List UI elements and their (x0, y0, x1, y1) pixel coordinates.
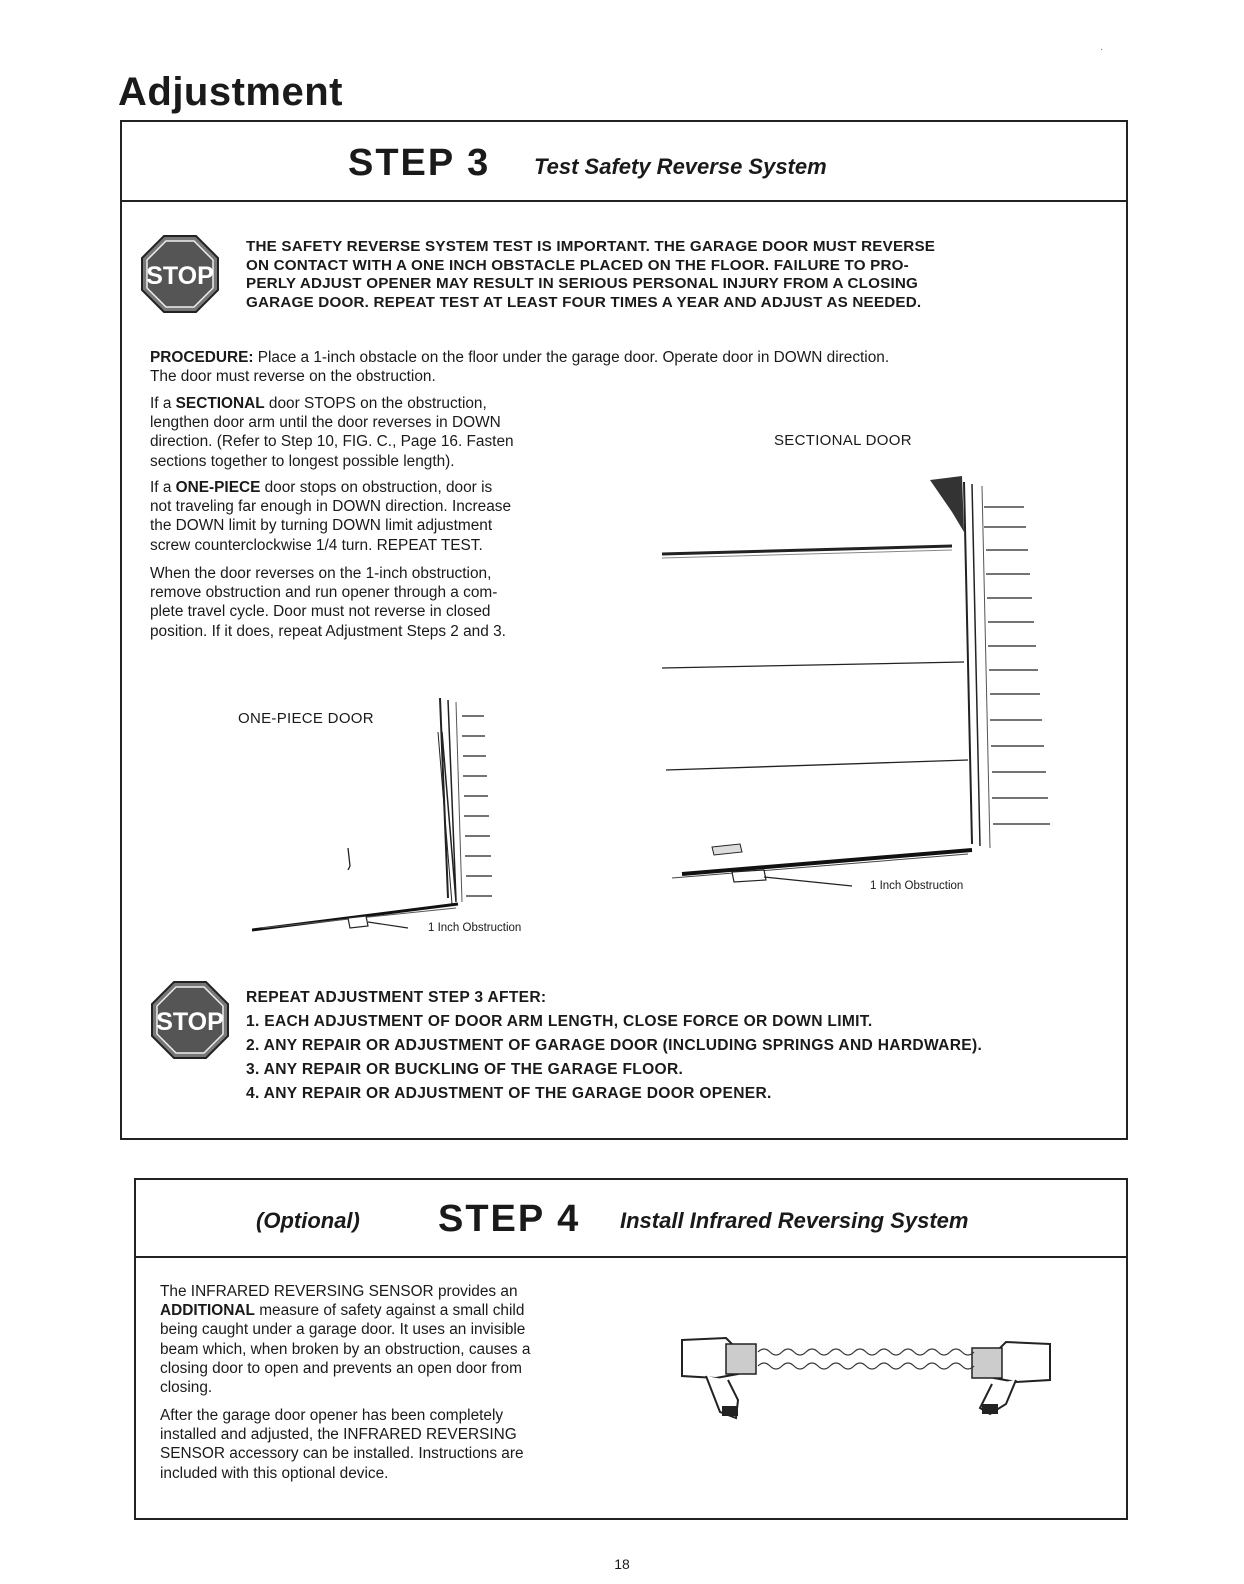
procedure-text (150, 348, 1120, 386)
scan-mark: · (1100, 44, 1104, 55)
install-line: SENSOR accessory can be installed. Instructions are (160, 1445, 524, 1463)
reverses-line: position. If it does, repeat Adjustment Steps 2 and 3. (150, 622, 506, 640)
procedure-line: Place a 1-inch obstacle on the floor under the garage door. Operate door in DOWN direction. (257, 349, 890, 366)
step4-header (136, 1180, 1126, 1258)
infrared-line: being caught under a garage door. It uses an invisible (160, 1321, 526, 1339)
onepiece-line: not traveling far enough in DOWN direction. Increase (150, 498, 512, 516)
sectional-line: lengthen door arm until the door reverses in DOWN (150, 414, 501, 432)
page-number: 18 (614, 1556, 630, 1572)
procedure-label: PROCEDURE: (150, 349, 254, 366)
onepiece-line: door stops on obstruction, door is (264, 479, 493, 496)
infrared-line: The INFRARED REVERSING SENSOR provides an (160, 1283, 518, 1300)
infrared-line: closing. (160, 1379, 213, 1397)
onepiece-instructions (150, 478, 610, 555)
infrared-sensor-illustration (676, 1330, 1056, 1430)
reverses-line: plete travel cycle. Door must not reverse in closed (150, 603, 491, 621)
repeat-adjustment-list (246, 986, 982, 1106)
warning-line: PERLY ADJUST OPENER MAY RESULT IN SERIOUS PERSONAL INJURY FROM A CLOSING (246, 275, 919, 292)
sectional-line: direction. (Refer to Step 10, FIG. C., Page 16. Fasten (150, 433, 514, 451)
onepiece-door-illustration (252, 692, 512, 932)
repeat-item: 1. EACH ADJUSTMENT OF DOOR ARM LENGTH, CLOSE FORCE OR DOWN LIMIT. (246, 1013, 873, 1030)
safety-warning (246, 238, 935, 312)
sectional-door-label: SECTIONAL DOOR (774, 432, 912, 449)
install-line: installed and adjusted, the INFRARED REVERSING (160, 1426, 517, 1444)
step3-section (120, 120, 1128, 1140)
sectional-keyword: SECTIONAL (175, 395, 265, 412)
step3-header (122, 122, 1126, 202)
warning-line: THE SAFETY REVERSE SYSTEM TEST IS IMPORTANT. THE GARAGE DOOR MUST REVERSE (246, 238, 936, 255)
onepiece-obstruction-label: 1 Inch Obstruction (428, 922, 522, 934)
repeat-item: 3. ANY REPAIR OR BUCKLING OF THE GARAGE FLOOR. (246, 1061, 684, 1078)
onepiece-line: the DOWN limit by turning DOWN limit adjustment (150, 517, 493, 535)
reverses-line: When the door reverses on the 1-inch obstruction, (150, 565, 492, 582)
step3-title: Test Safety Reverse System (534, 154, 827, 179)
step4-label: STEP 4 (438, 1198, 581, 1240)
procedure-line: The door must reverse on the obstruction. (150, 368, 436, 386)
stop-sign-text: STOP (156, 1008, 224, 1036)
infrared-keyword: ADDITIONAL (160, 1302, 255, 1320)
warning-line: ON CONTACT WITH A ONE INCH OBSTACLE PLACED ON THE FLOOR. FAILURE TO PRO- (246, 256, 909, 274)
infrared-line: beam which, when broken by an obstruction, causes a (160, 1340, 531, 1358)
infrared-install-note (160, 1406, 630, 1483)
stop-sign-icon (150, 980, 230, 1060)
onepiece-prefix: If a (150, 479, 172, 496)
install-line: After the garage door opener has been completely (160, 1407, 504, 1424)
sectional-obstruction-label: 1 Inch Obstruction (870, 880, 964, 892)
stop-sign-text: STOP (146, 262, 214, 290)
reverses-line: remove obstruction and run opener through a com- (150, 584, 498, 602)
onepiece-door-label: ONE-PIECE DOOR (238, 710, 374, 727)
sectional-prefix: If a (150, 395, 172, 412)
repeat-item: 4. ANY REPAIR OR ADJUSTMENT OF THE GARAGE DOOR OPENER. (246, 1085, 772, 1102)
step3-label: STEP 3 (348, 142, 491, 184)
sectional-door-illustration (652, 472, 1052, 902)
repeat-item: 2. ANY REPAIR OR ADJUSTMENT OF GARAGE DOOR (INCLUDING SPRINGS AND HARDWARE). (246, 1037, 983, 1054)
sectional-line: door STOPS on the obstruction, (268, 395, 487, 412)
stop-sign-icon (140, 234, 220, 314)
onepiece-line: screw counterclockwise 1/4 turn. REPEAT TEST. (150, 536, 483, 554)
sectional-instructions (150, 394, 610, 471)
optional-label: (Optional) (256, 1208, 360, 1233)
repeat-heading: REPEAT ADJUSTMENT STEP 3 AFTER: (246, 989, 547, 1006)
install-line: included with this optional device. (160, 1464, 389, 1482)
infrared-line: closing door to open and prevents an open door from (160, 1359, 522, 1377)
step4-title: Install Infrared Reversing System (620, 1208, 969, 1233)
step4-section (134, 1178, 1128, 1520)
infrared-line: measure of safety against a small child (259, 1302, 525, 1320)
warning-line: GARAGE DOOR. REPEAT TEST AT LEAST FOUR TIMES A YEAR AND ADJUST AS NEEDED. (246, 293, 922, 311)
reverses-instructions (150, 564, 610, 641)
onepiece-keyword: ONE-PIECE (175, 479, 261, 496)
sectional-line: sections together to longest possible length). (150, 452, 455, 470)
page-title: Adjustment (118, 70, 343, 114)
infrared-description (160, 1282, 630, 1397)
